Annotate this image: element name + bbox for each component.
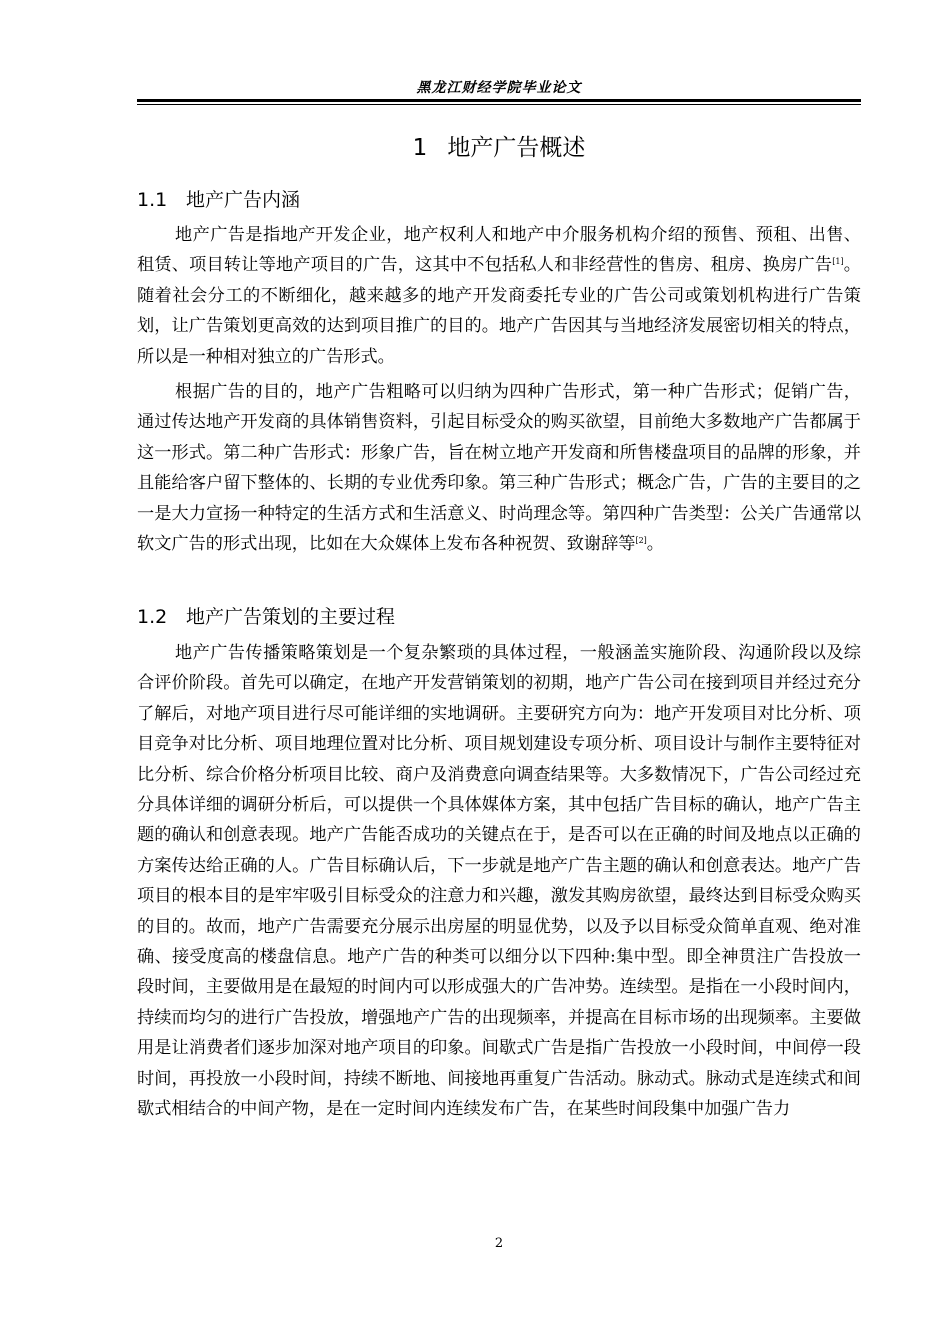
paragraph-text: 根据广告的目的，地产广告粗略可以归纳为四种广告形式，第一种广告形式；促销广告，通过传达地产开发商的具体销售资料，引起目标受众的购买欲望，目前绝大多数地产广告都属于这一形式。第二种广告形式：形象广告，旨在树立地产开发商和所售楼盘项目的品牌的形象，并且能给客户留下整体的、长期的专业优秀印象。第三种广告形式；概念广告，广告的主要目的之一是大力宣扬一种特定的生活方式和生活意义、时尚理念等。第四种广告类型：公关广告通常以软文广告的形式出现，比如在大众媒体上发布各种祝贺、致谢辞等 [137,382,861,555]
header-title: 黑龙江财经学院毕业论文 [416,80,582,96]
chapter-title [137,131,861,165]
citation-ref: [2] [635,536,647,546]
section-title: 地产广告内涵 [186,189,301,211]
section-heading [137,186,861,214]
paragraph-text-continued: 。随着社会分工的不断细化，越来越多的地产开发商委托专业的广告公司或策划机构进行广告策划，让广告策划更高效的达到项目推广的目的。地产广告因其与当地经济发展密切相关的特点，所以是一种相对独立的广告形式。 [137,255,861,367]
section-title: 地产广告策划的主要过程 [186,606,396,628]
paragraph [137,220,861,372]
header-rule-thin [137,104,861,105]
paragraph-text: 地产广告是指地产开发企业，地产权利人和地产中介服务机构介绍的预售、预租、出售、租赁、项目转让等地产项目的广告，这其中不包括私人和非经营性的售房、租房、换房广告 [137,225,861,276]
paragraph [137,377,861,559]
section-heading [137,603,861,631]
page-number: 2 [494,1236,504,1251]
chapter-title-text: 地产广告概述 [447,135,586,161]
citation-ref: [1] [832,257,844,267]
paragraph [137,638,861,1125]
section-number: 1.2 [137,606,168,628]
paragraph-text: 地产广告传播策略策划是一个复杂繁琐的具体过程，一般涵盖实施阶段、沟通阶段以及综合评价阶段。首先可以确定，在地产开发营销策划的初期，地产广告公司在接到项目并经过充分了解后，对地产项目进行尽可能详细的实地调研。主要研究方向为：地产开发项目对比分析、项目竞争对比分析、项目地理位置对比分析、项目规划建设专项分析、项目设计与制作主要特征对比分析、综合价格分析项目比较、商户及消费意向调查结果等。大多数情况下，广告公司经过充分具体详细的调研分析后，可以提供一个具体媒体方案，其中包括广告目标的确认，地产广告主题的确认和创意表现。地产广告能否成功的关键点在于，是否可以在正确的时间及地点以正确的方案传达给正确的人。广告目标确认后，下一步就是地产广告主题的确认和创意表达。地产广告项目的根本目的是牢牢吸引目标受众的注意力和兴趣，激发其购房欲望，最终达到目标受众购买的目的。故而，地产广告需要充分展示出房屋的明显优势，以及予以目标受众简单直观、绝对准确、接受度高的楼盘信息。地产广告的种类可以细分以下四种:集中型。即全神贯注广告投放一段时间，主要做用是在最短的时间内可以形成强大的广告冲势。连续型。是指在一小段时间内，持续而均匀的进行广告投放，增强地产广告的出现频率，并提高在目标市场的出现频率。主要做用是让消费者们逐步加深对地产项目的印象。间歇式广告是指广告投放一小段时间，中间停一段时间，再投放一小段时间，持续不断地、间接地再重复广告活动。脉动式。脉动式是连续式和间歇式相结合的中间产物，是在一定时间内连续发布广告，在某些时间段集中加强广告力 [137,643,861,1120]
chapter-number: 1 [412,135,428,161]
paragraph-text-continued: 。 [646,534,664,555]
section-number: 1.1 [137,189,168,211]
header-rule-thick [137,99,861,102]
